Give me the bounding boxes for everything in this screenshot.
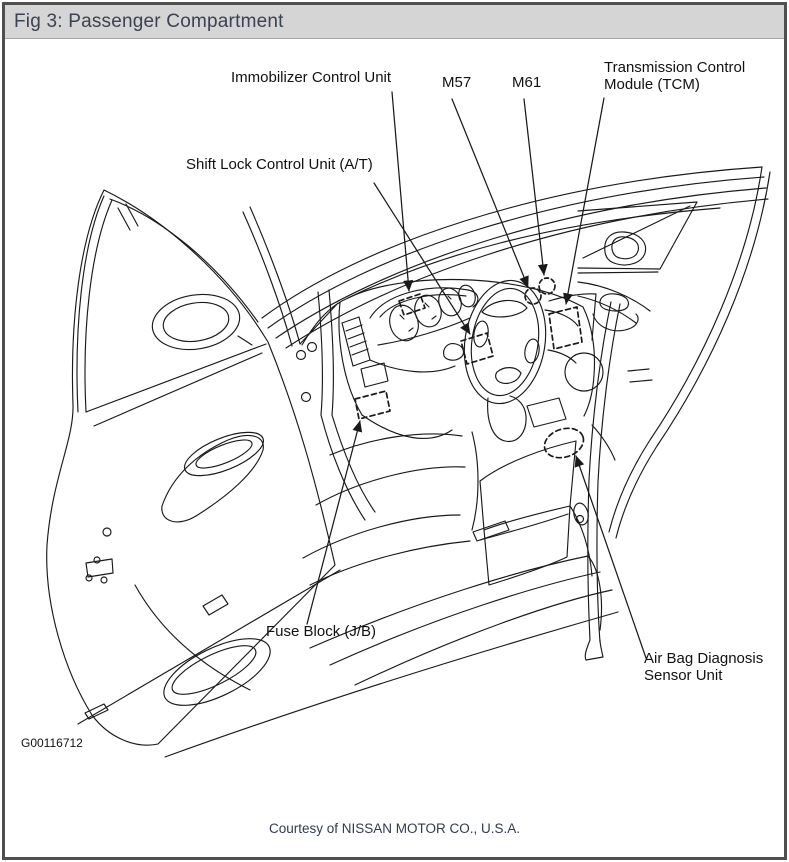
floor-seat-drawing <box>165 432 618 757</box>
b-pillar-drawing <box>572 302 620 660</box>
leader-shift-lock <box>374 183 470 334</box>
marker-tcm <box>549 307 582 349</box>
dashboard-drawing <box>339 280 596 439</box>
callout-tcm: Transmission Control Module (TCM) <box>604 59 746 93</box>
leader-air-bag <box>576 456 646 658</box>
callout-fuse-block: Fuse Block (J/B) <box>266 623 377 640</box>
hinge-pillar-drawing <box>243 207 375 520</box>
figure-title: Fig 3: Passenger Compartment <box>14 10 284 32</box>
marker-air-bag-sensor <box>541 424 588 463</box>
callout-air-bag: Air Bag Diagnosis Sensor Unit <box>644 650 764 684</box>
leader-fuse-block <box>307 421 360 624</box>
leader-immobilizer <box>392 92 409 291</box>
callout-m57: M57 <box>442 74 472 91</box>
callout-immobilizer: Immobilizer Control Unit <box>231 69 392 86</box>
courtesy-line: Courtesy of NISSAN MOTOR CO., U.S.A. <box>268 821 521 836</box>
roof-windshield-drawing <box>262 167 768 348</box>
leader-m57 <box>452 99 528 287</box>
marker-fuse-block <box>355 391 390 419</box>
figure-code: G00116712 <box>21 736 83 750</box>
callout-shift-lock: Shift Lock Control Unit (A/T) <box>186 156 373 173</box>
marker-immobilizer <box>399 294 425 315</box>
leader-m61 <box>524 99 544 275</box>
marker-m61-connector <box>539 278 555 294</box>
marker-shift-lock <box>461 333 493 364</box>
open-door-drawing <box>47 190 340 745</box>
callout-m61: M61 <box>512 74 542 91</box>
